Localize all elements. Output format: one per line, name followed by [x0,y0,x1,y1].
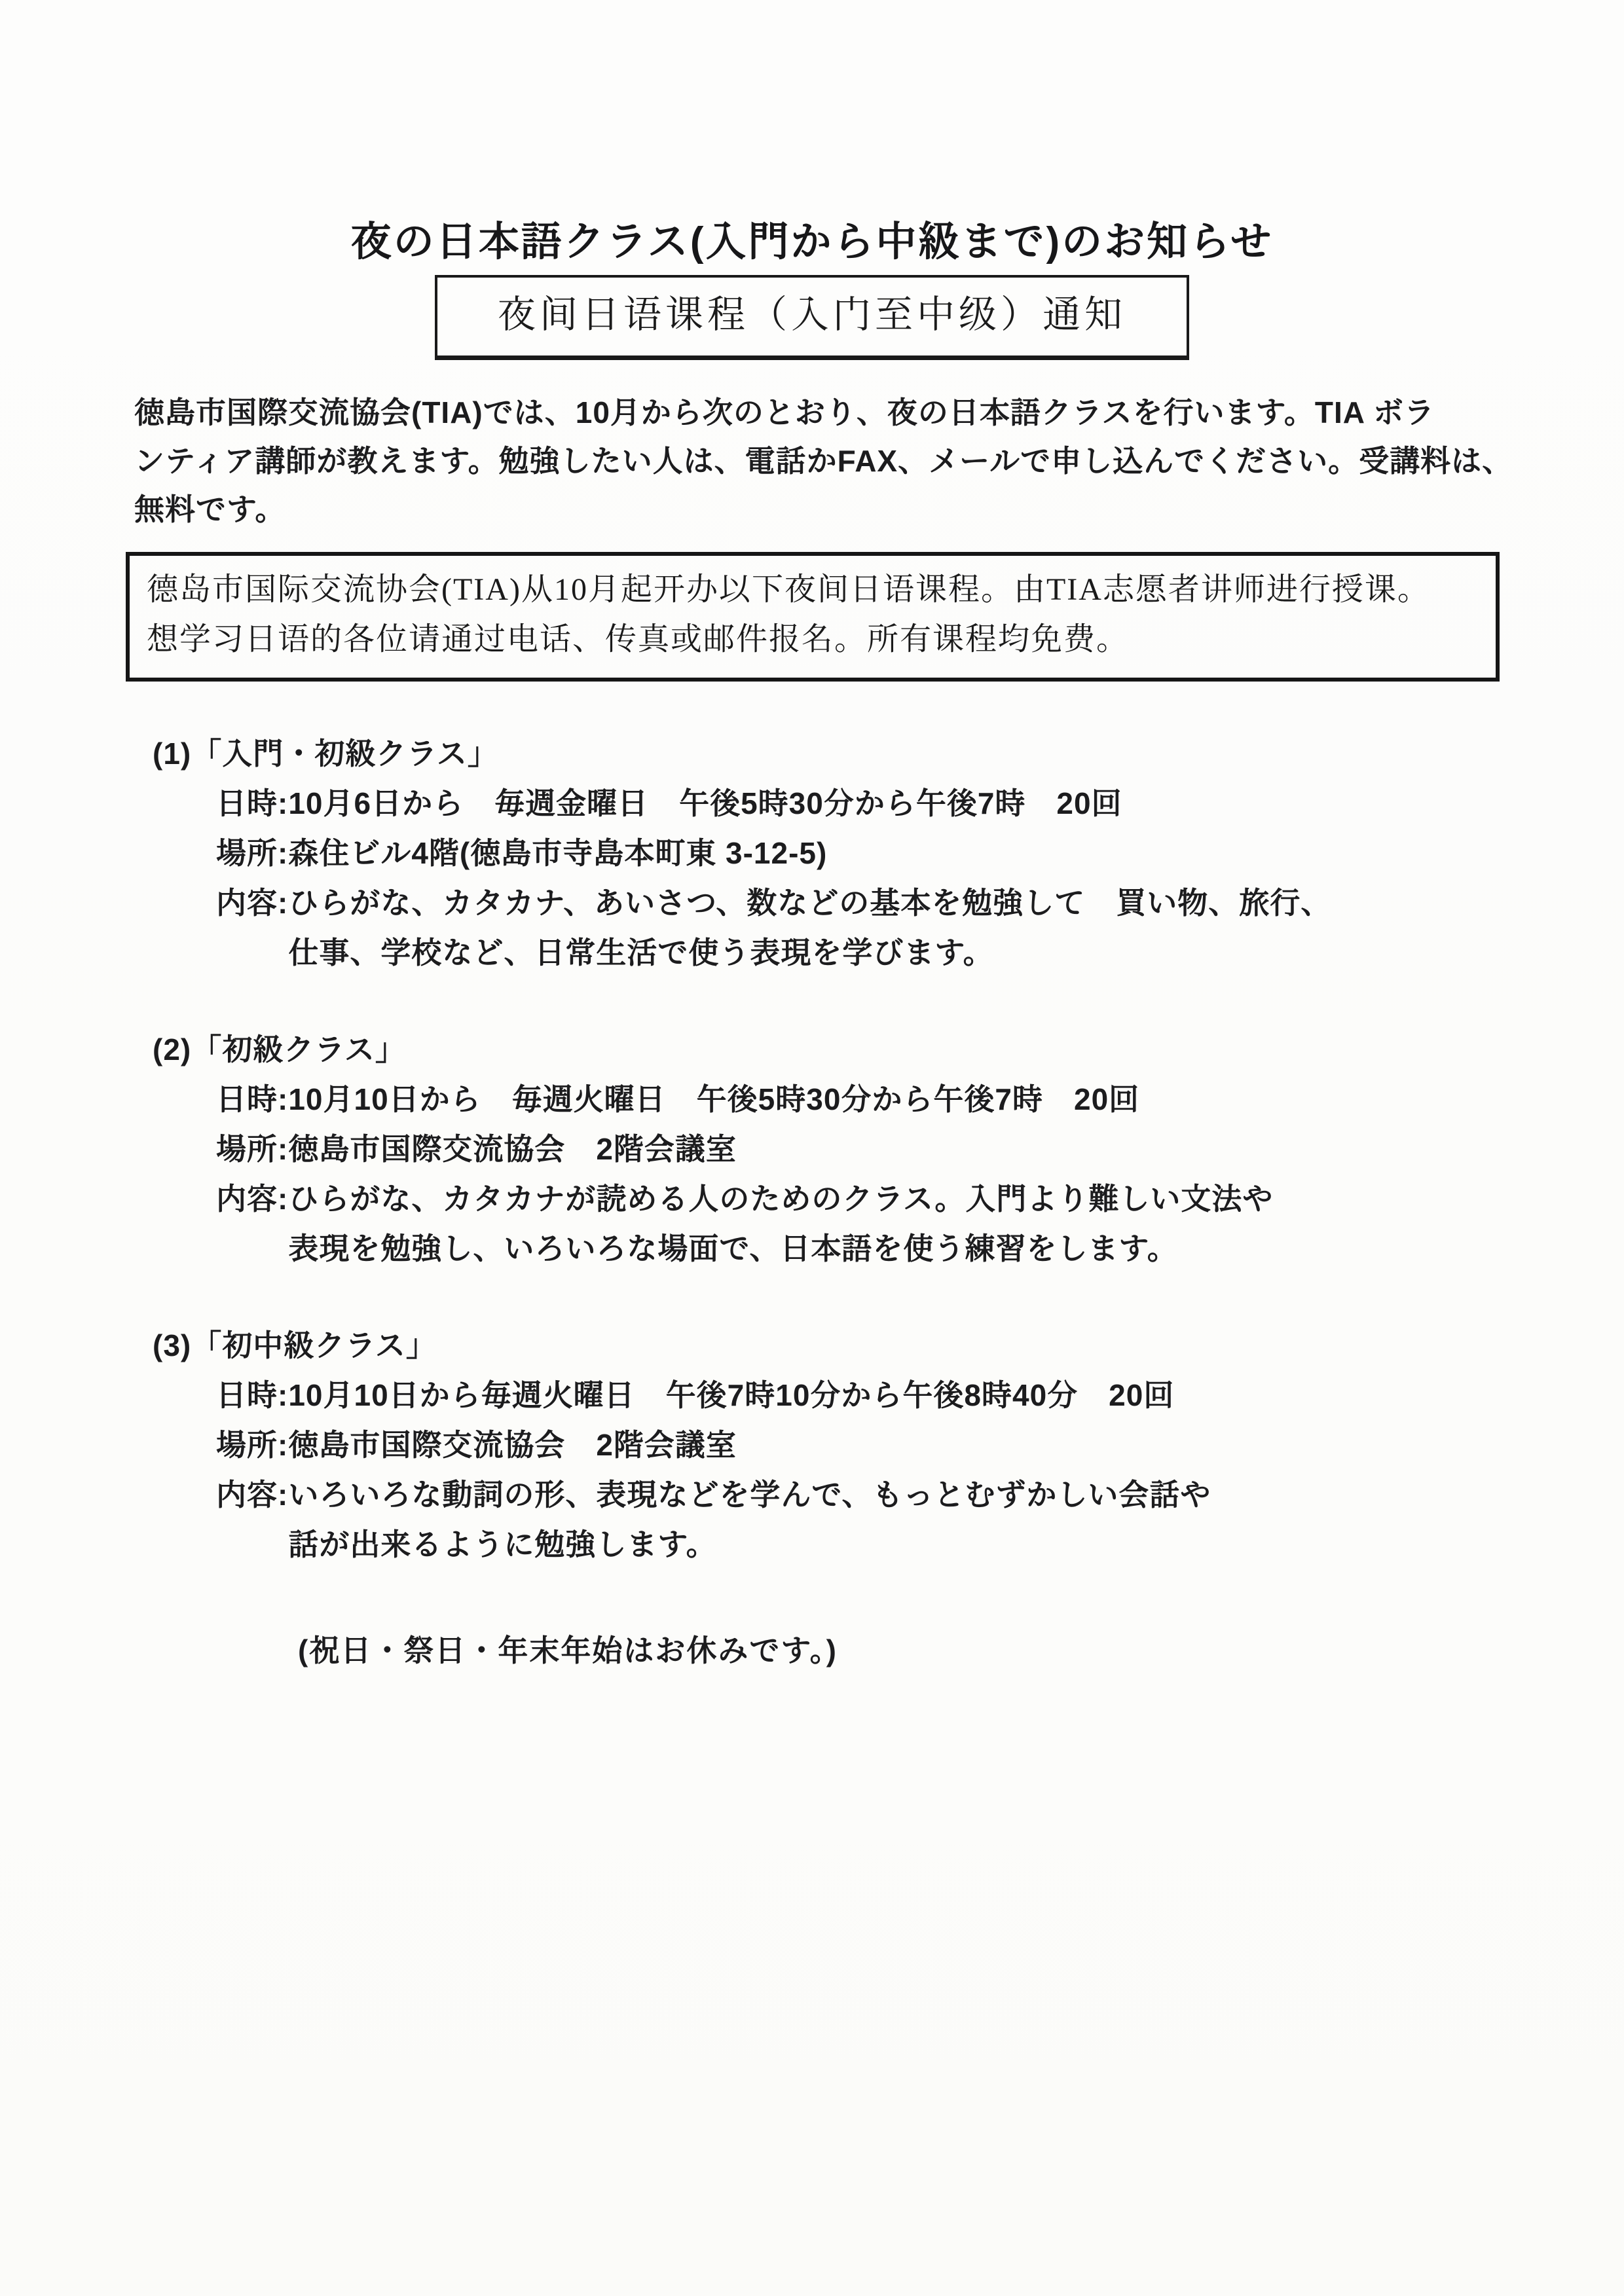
class-1-place-row [216,828,1624,878]
place-label: 場所: [216,1131,289,1166]
intro-ja-line: 徳島市国際交流協会(TIA)では、10月から次のとおり、夜の日本語クラスを行います。TIA ボラ [134,395,1435,429]
place-value: 徳島市国際交流協会 2階会議室 [288,1427,737,1462]
class-3-fields [216,1370,1624,1569]
class-2-datetime-row [216,1074,1624,1124]
class-1-fields [216,778,1624,977]
class-2-place-row [216,1124,1624,1174]
intro-box-chinese [126,552,1500,682]
content-line-1: ひらがな、カタカナが読める人のためのクラス。入門より難しい文法や [288,1181,1274,1216]
datetime-label: 日時: [216,1377,289,1412]
class-section-1 [0,729,1624,977]
datetime-value: 10月10日から毎週火曜日 午後7時10分から午後8時40分 20回 [288,1377,1175,1412]
content-line-1: いろいろな動詞の形、表現などを学んで、もっとむずかしい会話や [288,1477,1211,1512]
class-3-datetime-row [216,1370,1624,1420]
content-line-2: 表現を勉強し、いろいろな場面で、日本語を使う練習をします。 [288,1231,1178,1266]
content-line-2: 仕事、学校など、日常生活で使う表現を学びます。 [288,935,994,970]
class-1-heading: (1)「入門・初級クラス」 [153,736,498,771]
class-3-place-row [216,1420,1624,1470]
place-label: 場所: [216,1427,289,1462]
class-2-fields [216,1074,1624,1273]
class-3-content-row [216,1470,1624,1569]
content-label: 内容: [216,1181,289,1216]
closing-note: (祝日・祭日・年末年始はお休みです。) [298,1633,838,1667]
intro-ja-line: ンティア講師が教えます。勉強したい人は、電話かFAX、メールで申し込んでください。受講料は、 [134,443,1513,478]
intro-zh-line: 想学习日语的各位请通过电话、传真或邮件报名。所有课程均免费。 [147,621,1130,657]
class-section-3 [0,1321,1624,1569]
datetime-label: 日時: [216,786,289,820]
datetime-value: 10月10日から 毎週火曜日 午後5時30分から午後7時 20回 [288,1082,1140,1116]
intro-ja-line: 無料です。 [134,492,286,526]
page-title: 夜の日本語クラス(入門から中級まで)のお知らせ [350,219,1274,264]
content-line-2: 話が出来るように勉強します。 [288,1527,717,1561]
class-2-heading: (2)「初級クラス」 [153,1032,406,1066]
class-1-content-row [216,878,1624,977]
intro-paragraph-japanese [134,388,1545,534]
subtitle-boxed-chinese: 夜间日语课程（入门至中级）通知 [435,275,1189,360]
class-3-heading: (3)「初中級クラス」 [153,1328,437,1362]
place-label: 場所: [216,835,289,870]
content-line-1: ひらがな、カタカナ、あいさつ、数などの基本を勉強して 買い物、旅行、 [288,885,1332,920]
intro-zh-line: 德岛市国际交流协会(TIA)从10月起开办以下夜间日语课程。由TIA志愿者讲师进行授课。 [147,572,1430,607]
subtitle-row [0,275,1624,360]
place-value: 森住ビル4階(徳島市寺島本町東 3-12-5) [288,835,828,870]
class-section-2 [0,1025,1624,1273]
content-label: 内容: [216,885,289,920]
class-1-datetime-row [216,778,1624,828]
content-label: 内容: [216,1477,289,1512]
class-2-content-row [216,1174,1624,1273]
place-value: 徳島市国際交流協会 2階会議室 [288,1131,737,1166]
datetime-value: 10月6日から 毎週金曜日 午後5時30分から午後7時 20回 [288,786,1122,820]
datetime-label: 日時: [216,1082,289,1116]
